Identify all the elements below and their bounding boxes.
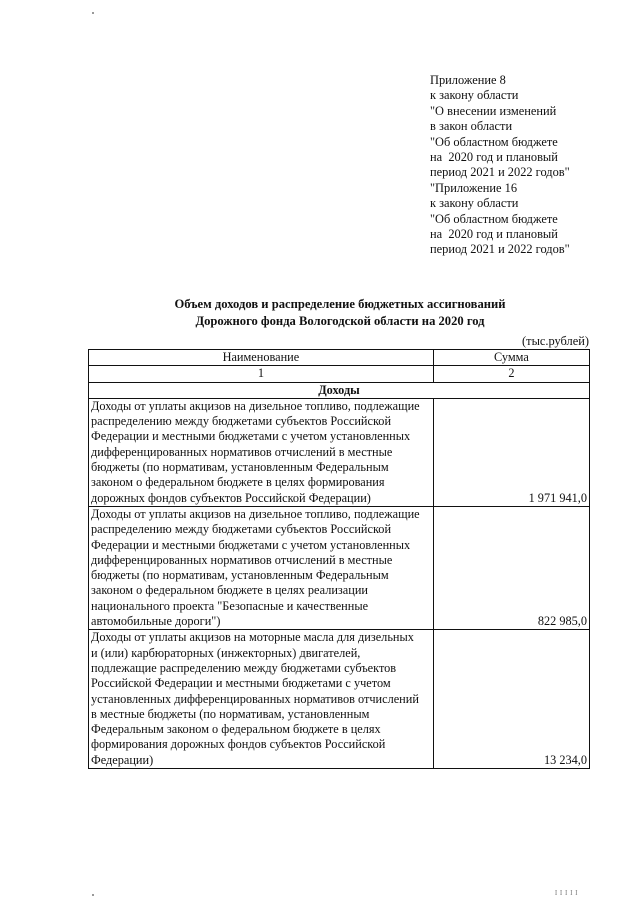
row-line: дифференцированных нормативов отчислений в местные [91, 444, 393, 459]
row-line: автомобильные дороги") [91, 614, 221, 629]
header-name: Наименование [89, 350, 434, 366]
row-name [89, 630, 434, 769]
column-number-sum: 2 [433, 366, 589, 382]
appendix-line: "Об областном бюджете [430, 134, 558, 149]
table-row [89, 506, 590, 629]
row-sum: 822 985,0 [433, 506, 589, 629]
row-line: подлежащие распределению между бюджетами субъектов [91, 660, 397, 675]
row-line: законом о федеральном бюджете в целях реализации [91, 583, 368, 598]
table-row [89, 630, 590, 769]
appendix-note [430, 73, 630, 258]
row-line: национального проекта "Безопасные и качественные [91, 598, 369, 613]
title-line-2: Дорожного фонда Вологодской области на 2020 год [195, 314, 485, 328]
row-line: бюджеты (по нормативам, установленным Федеральным [91, 568, 389, 583]
appendix-line: к закону области [430, 88, 519, 103]
scan-speck [92, 12, 94, 14]
row-line: бюджеты (по нормативам, установленным Федеральным [91, 460, 389, 475]
row-line: Федерации) [91, 752, 154, 767]
scan-speck [92, 894, 94, 896]
road-fund-table [88, 349, 590, 769]
appendix-line: к закону области [430, 196, 519, 211]
table-row [89, 398, 590, 506]
appendix-line: в закон области [430, 119, 513, 134]
header-sum: Сумма [433, 350, 589, 366]
appendix-line: период 2021 и 2022 годов" [430, 242, 570, 257]
column-number-name: 1 [89, 366, 434, 382]
appendix-line: "Приложение 16 [430, 180, 518, 195]
row-line: и (или) карбюраторных (инжекторных) двигателей, [91, 645, 361, 660]
row-sum: 1 971 941,0 [433, 398, 589, 506]
row-line: в местные бюджеты (по нормативам, установленным [91, 706, 370, 721]
appendix-line: на 2020 год и плановый [430, 227, 558, 242]
units-label: (тыс.рублей) [522, 334, 589, 348]
section-title: Доходы [89, 382, 590, 398]
row-line: установленных дифференцированных нормативов отчислений [91, 691, 419, 706]
appendix-line: "Об областном бюджете [430, 211, 558, 226]
row-line: Доходы от уплаты акцизов на дизельное топливо, подлежащие [91, 398, 420, 413]
row-sum: 13 234,0 [433, 630, 589, 769]
row-line: Российской Федерации и местными бюджетами с учетом [91, 676, 391, 691]
scan-footer-mark: I I I I I [554, 889, 578, 897]
row-line: распределению между бюджетами субъектов Российской [91, 522, 392, 537]
row-name [89, 398, 434, 506]
title-line-1: Объем доходов и распределение бюджетных ассигнований [174, 297, 506, 311]
row-name [89, 506, 434, 629]
row-line: дорожных фондов субъектов Российской Федерации) [91, 490, 371, 505]
row-line: Федерации и местными бюджетами с учетом установленных [91, 429, 411, 444]
row-line: Федерации и местными бюджетами с учетом установленных [91, 537, 411, 552]
section-row [89, 382, 590, 398]
row-line: Доходы от уплаты акцизов на моторные масла для дизельных [91, 630, 414, 645]
row-line: законом о федеральном бюджете в целях формирования [91, 475, 385, 490]
row-line: Доходы от уплаты акцизов на дизельное топливо, подлежащие [91, 506, 420, 521]
row-line: дифференцированных нормативов отчислений в местные [91, 552, 393, 567]
column-number-row [89, 366, 590, 382]
table-header-row [89, 350, 590, 366]
document-title [90, 296, 590, 330]
row-line: распределению между бюджетами субъектов Российской [91, 414, 392, 429]
appendix-line: на 2020 год и плановый [430, 150, 558, 165]
row-line: Федеральным законом о федеральном бюджете в целях [91, 722, 381, 737]
row-line: формирования дорожных фондов субъектов Российской [91, 737, 386, 752]
appendix-line: период 2021 и 2022 годов" [430, 165, 570, 180]
appendix-line: Приложение 8 [430, 73, 506, 87]
appendix-line: "О внесении изменений [430, 103, 557, 118]
